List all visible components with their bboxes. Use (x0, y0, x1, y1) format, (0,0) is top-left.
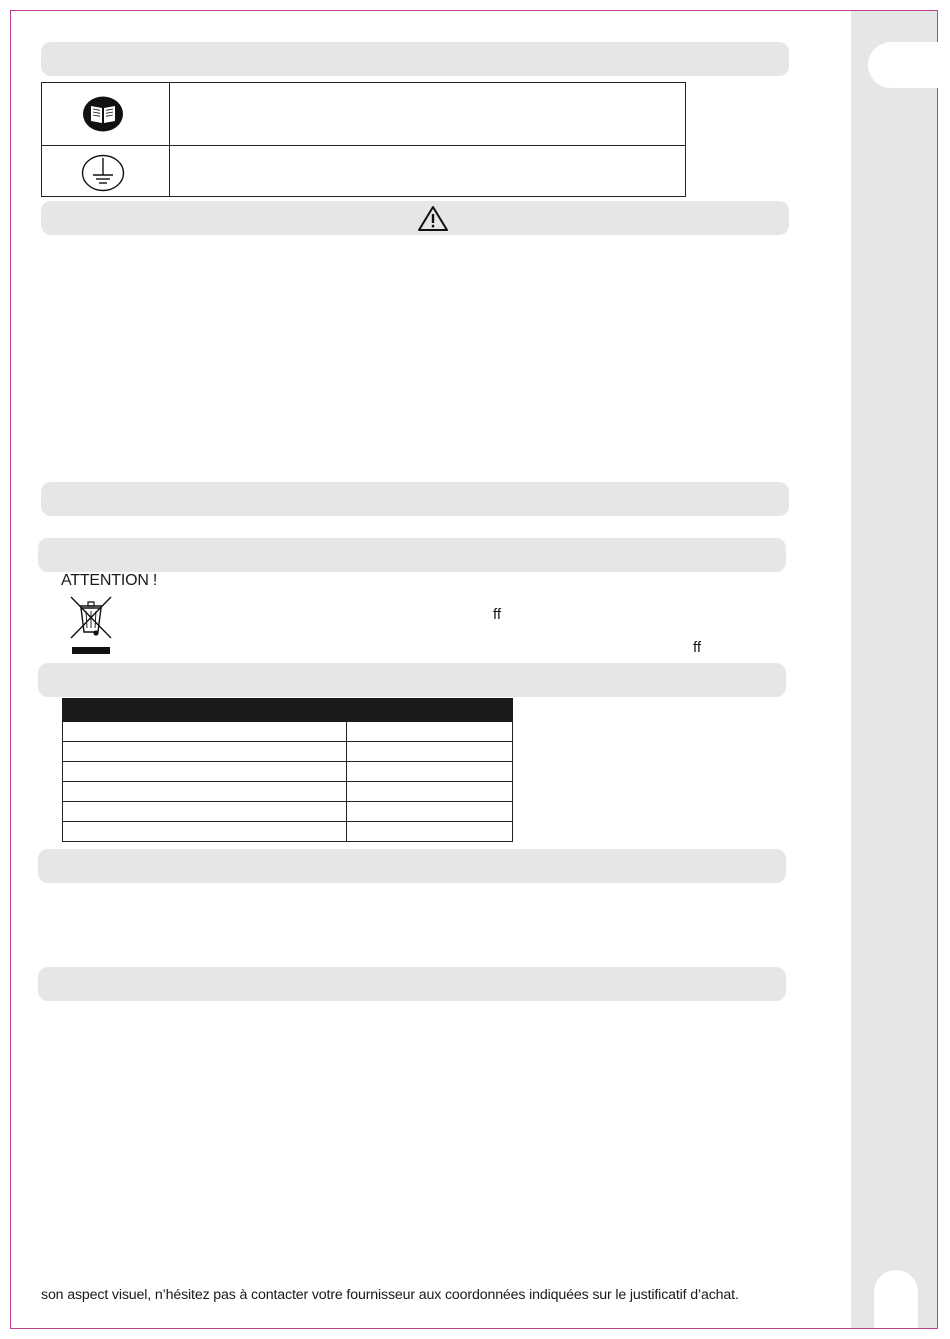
section-bar-symbols (41, 42, 789, 76)
language-tab (868, 42, 938, 88)
section-bar-specifications (38, 663, 786, 697)
section-bar-3 (41, 482, 789, 516)
table-row (63, 722, 513, 742)
disposal-text-fragment: ff (693, 639, 702, 656)
specifications-table (62, 698, 513, 842)
attention-heading: ATTENTION ! (61, 572, 158, 589)
section-bar-environment (38, 538, 786, 572)
section-bar-safety (41, 201, 789, 235)
open-book-icon (82, 95, 124, 133)
crossed-out-wheelie-bin-icon (68, 594, 114, 656)
table-row (63, 802, 513, 822)
side-strip (851, 11, 937, 1328)
table-row (63, 822, 513, 842)
section-bar-7 (38, 967, 786, 1001)
protective-earth-icon (81, 153, 125, 193)
symbols-table (41, 82, 686, 197)
table-row (63, 762, 513, 782)
section-bar-6 (38, 849, 786, 883)
table-header-row (63, 699, 513, 722)
table-row (63, 782, 513, 802)
disposal-text-fragment: ff (493, 606, 502, 623)
page-number-tab (874, 1270, 918, 1328)
table-row (63, 742, 513, 762)
warning-triangle-icon (417, 205, 449, 232)
footer-text: son aspect visuel, n’hésitez pas à contacter votre fournisseur aux coordonnées indiquées sur le justificatif d’achat. (41, 1287, 739, 1303)
